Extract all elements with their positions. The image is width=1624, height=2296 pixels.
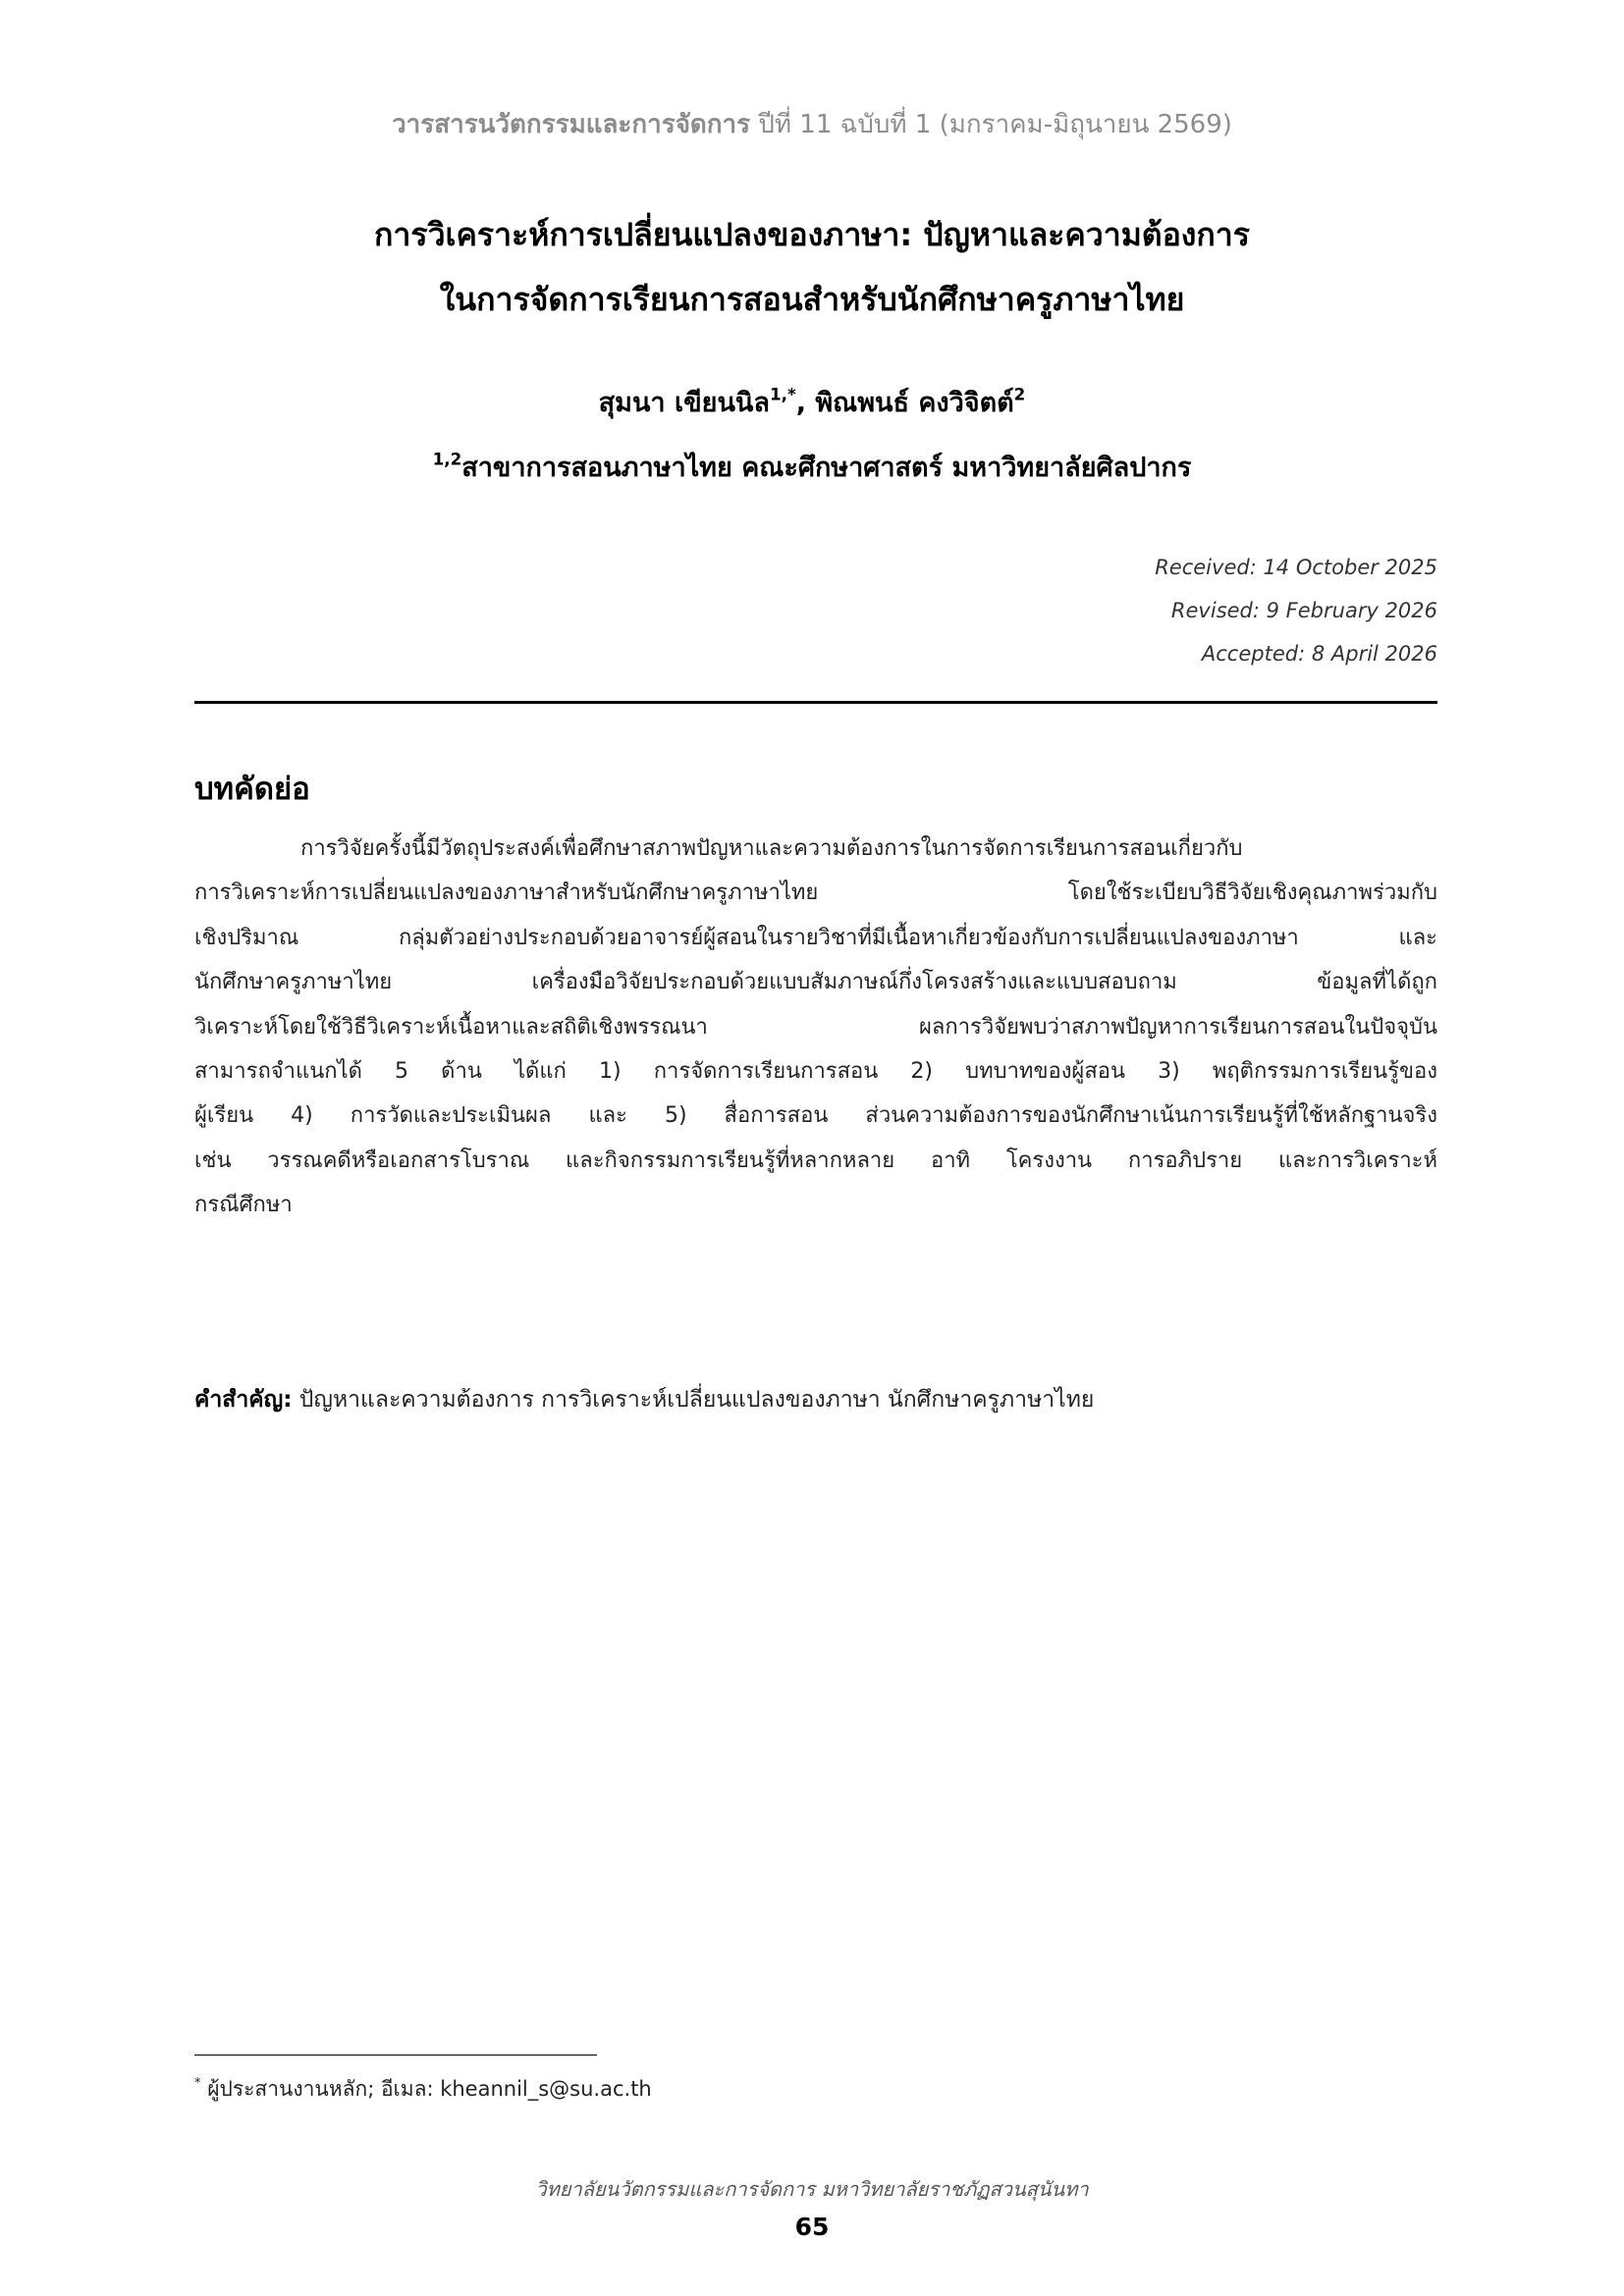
- author-1-affiliation-mark: 1,*: [769, 384, 796, 404]
- abstract-line: สามารถจำแนกได้ 5 ด้าน ได้แก่ 1) การจัดการเรียนการสอน 2) บทบาทของผู้สอน 3) พฤติกรรมการเรียนรู้ของ: [194, 1059, 1437, 1085]
- abstract-heading: บทคัดย่อ: [194, 772, 310, 807]
- abstract-line: ผู้เรียน 4) การวัดและประเมินผล และ 5) สื่อการสอน ส่วนความต้องการของนักศึกษาเน้นการเรียนรู้ที่ใช้หลักฐานจริง: [194, 1103, 1437, 1129]
- abstract-line: การวิจัยครั้งนี้มีวัตถุประสงค์เพื่อศึกษาสภาพปัญหาและความต้องการในการจัดการเรียนการสอนเกี่ยวกับ: [300, 836, 1243, 861]
- revised-date: Revised: 9 February 2026: [1170, 599, 1437, 622]
- running-head: [0, 104, 1624, 144]
- author-2-affiliation-mark: 2: [1013, 384, 1026, 404]
- journal-issue: ปีที่ 11 ฉบับที่ 1 (มกราคม-มิถุนายน 2569): [758, 110, 1232, 139]
- article-title-line-2: ในการจัดการเรียนการสอนสำหรับนักศึกษาครูภาษาไทย: [439, 281, 1185, 318]
- keywords-text: ปัญหาและความต้องการ การวิเคราะห์เปลี่ยนแปลงของภาษา นักศึกษาครูภาษาไทย: [298, 1387, 1095, 1413]
- abstract-line: วิเคราะห์โดยใช้วิธีวิเคราะห์เนื้อหาและสถิติเชิงพรรณนา ผลการวิจัยพบว่าสภาพปัญหาการเรียนการสอนในปัจจุบัน: [194, 1014, 1437, 1040]
- footer-institution: วิทยาลัยนวัตกรรมและการจัดการ มหาวิทยาลัยราชภัฏสวนสุนันทา: [535, 2177, 1089, 2201]
- keywords: [194, 1382, 1094, 1417]
- received-date: Received: 14 October 2025: [1155, 556, 1437, 579]
- journal-name: วารสารนวัตกรรมและการจัดการ: [392, 110, 751, 139]
- affiliation-mark: 1,2: [432, 449, 462, 469]
- abstract-body: [194, 827, 1437, 1228]
- keywords-label: คำสำคัญ:: [194, 1387, 293, 1413]
- footnote: [194, 2073, 652, 2106]
- abstract-line: เชิงปริมาณ กลุ่มตัวอย่างประกอบด้วยอาจารย์ผู้สอนในรายวิชาที่มีเนื้อหาเกี่ยวข้องกับการเปลี่ยนแปลงของภาษา และ: [194, 925, 1437, 950]
- author-2-name: พิณพนธ์ คงวิจิตต์: [815, 388, 1014, 418]
- article-title-line-1: การวิเคราะห์การเปลี่ยนแปลงของภาษา: ปัญหาและความต้องการ: [374, 216, 1250, 253]
- footnote-mark: *: [194, 2075, 201, 2091]
- author-1-name: สุมนา เขียนนิล: [598, 388, 770, 418]
- accepted-date: Accepted: 8 April 2026: [1201, 642, 1437, 666]
- abstract-line: เช่น วรรณคดีหรือเอกสารโบราณ และกิจกรรมการเรียนรู้ที่หลากหลาย อาทิ โครงงาน การอภิปราย และการวิเคราะห์: [194, 1148, 1437, 1173]
- footnote-divider: [194, 2055, 597, 2056]
- author-separator: ,: [795, 388, 816, 418]
- abstract-line: นักศึกษาครูภาษาไทย เครื่องมือวิจัยประกอบด้วยแบบสัมภาษณ์กึ่งโครงสร้างและแบบสอบถาม ข้อมูลที่ได้ถูก: [194, 970, 1437, 995]
- header-divider: [194, 701, 1437, 704]
- footnote-text: ผู้ประสานงานหลัก; อีเมล: kheannil_s@su.ac.th: [207, 2077, 652, 2101]
- abstract-line: การวิเคราะห์การเปลี่ยนแปลงของภาษาสำหรับนักศึกษาครูภาษาไทย โดยใช้ระเบียบวิธีวิจัยเชิงคุณภาพร่วมกับ: [194, 881, 1437, 906]
- affiliation-text: สาขาการสอนภาษาไทย คณะศึกษาศาสตร์ มหาวิทยาลัยศิลปากร: [461, 453, 1192, 483]
- author-list: [0, 381, 1624, 423]
- affiliation: [0, 446, 1624, 488]
- abstract-line: กรณีศึกษา: [194, 1193, 293, 1218]
- page-number: 65: [794, 2213, 830, 2241]
